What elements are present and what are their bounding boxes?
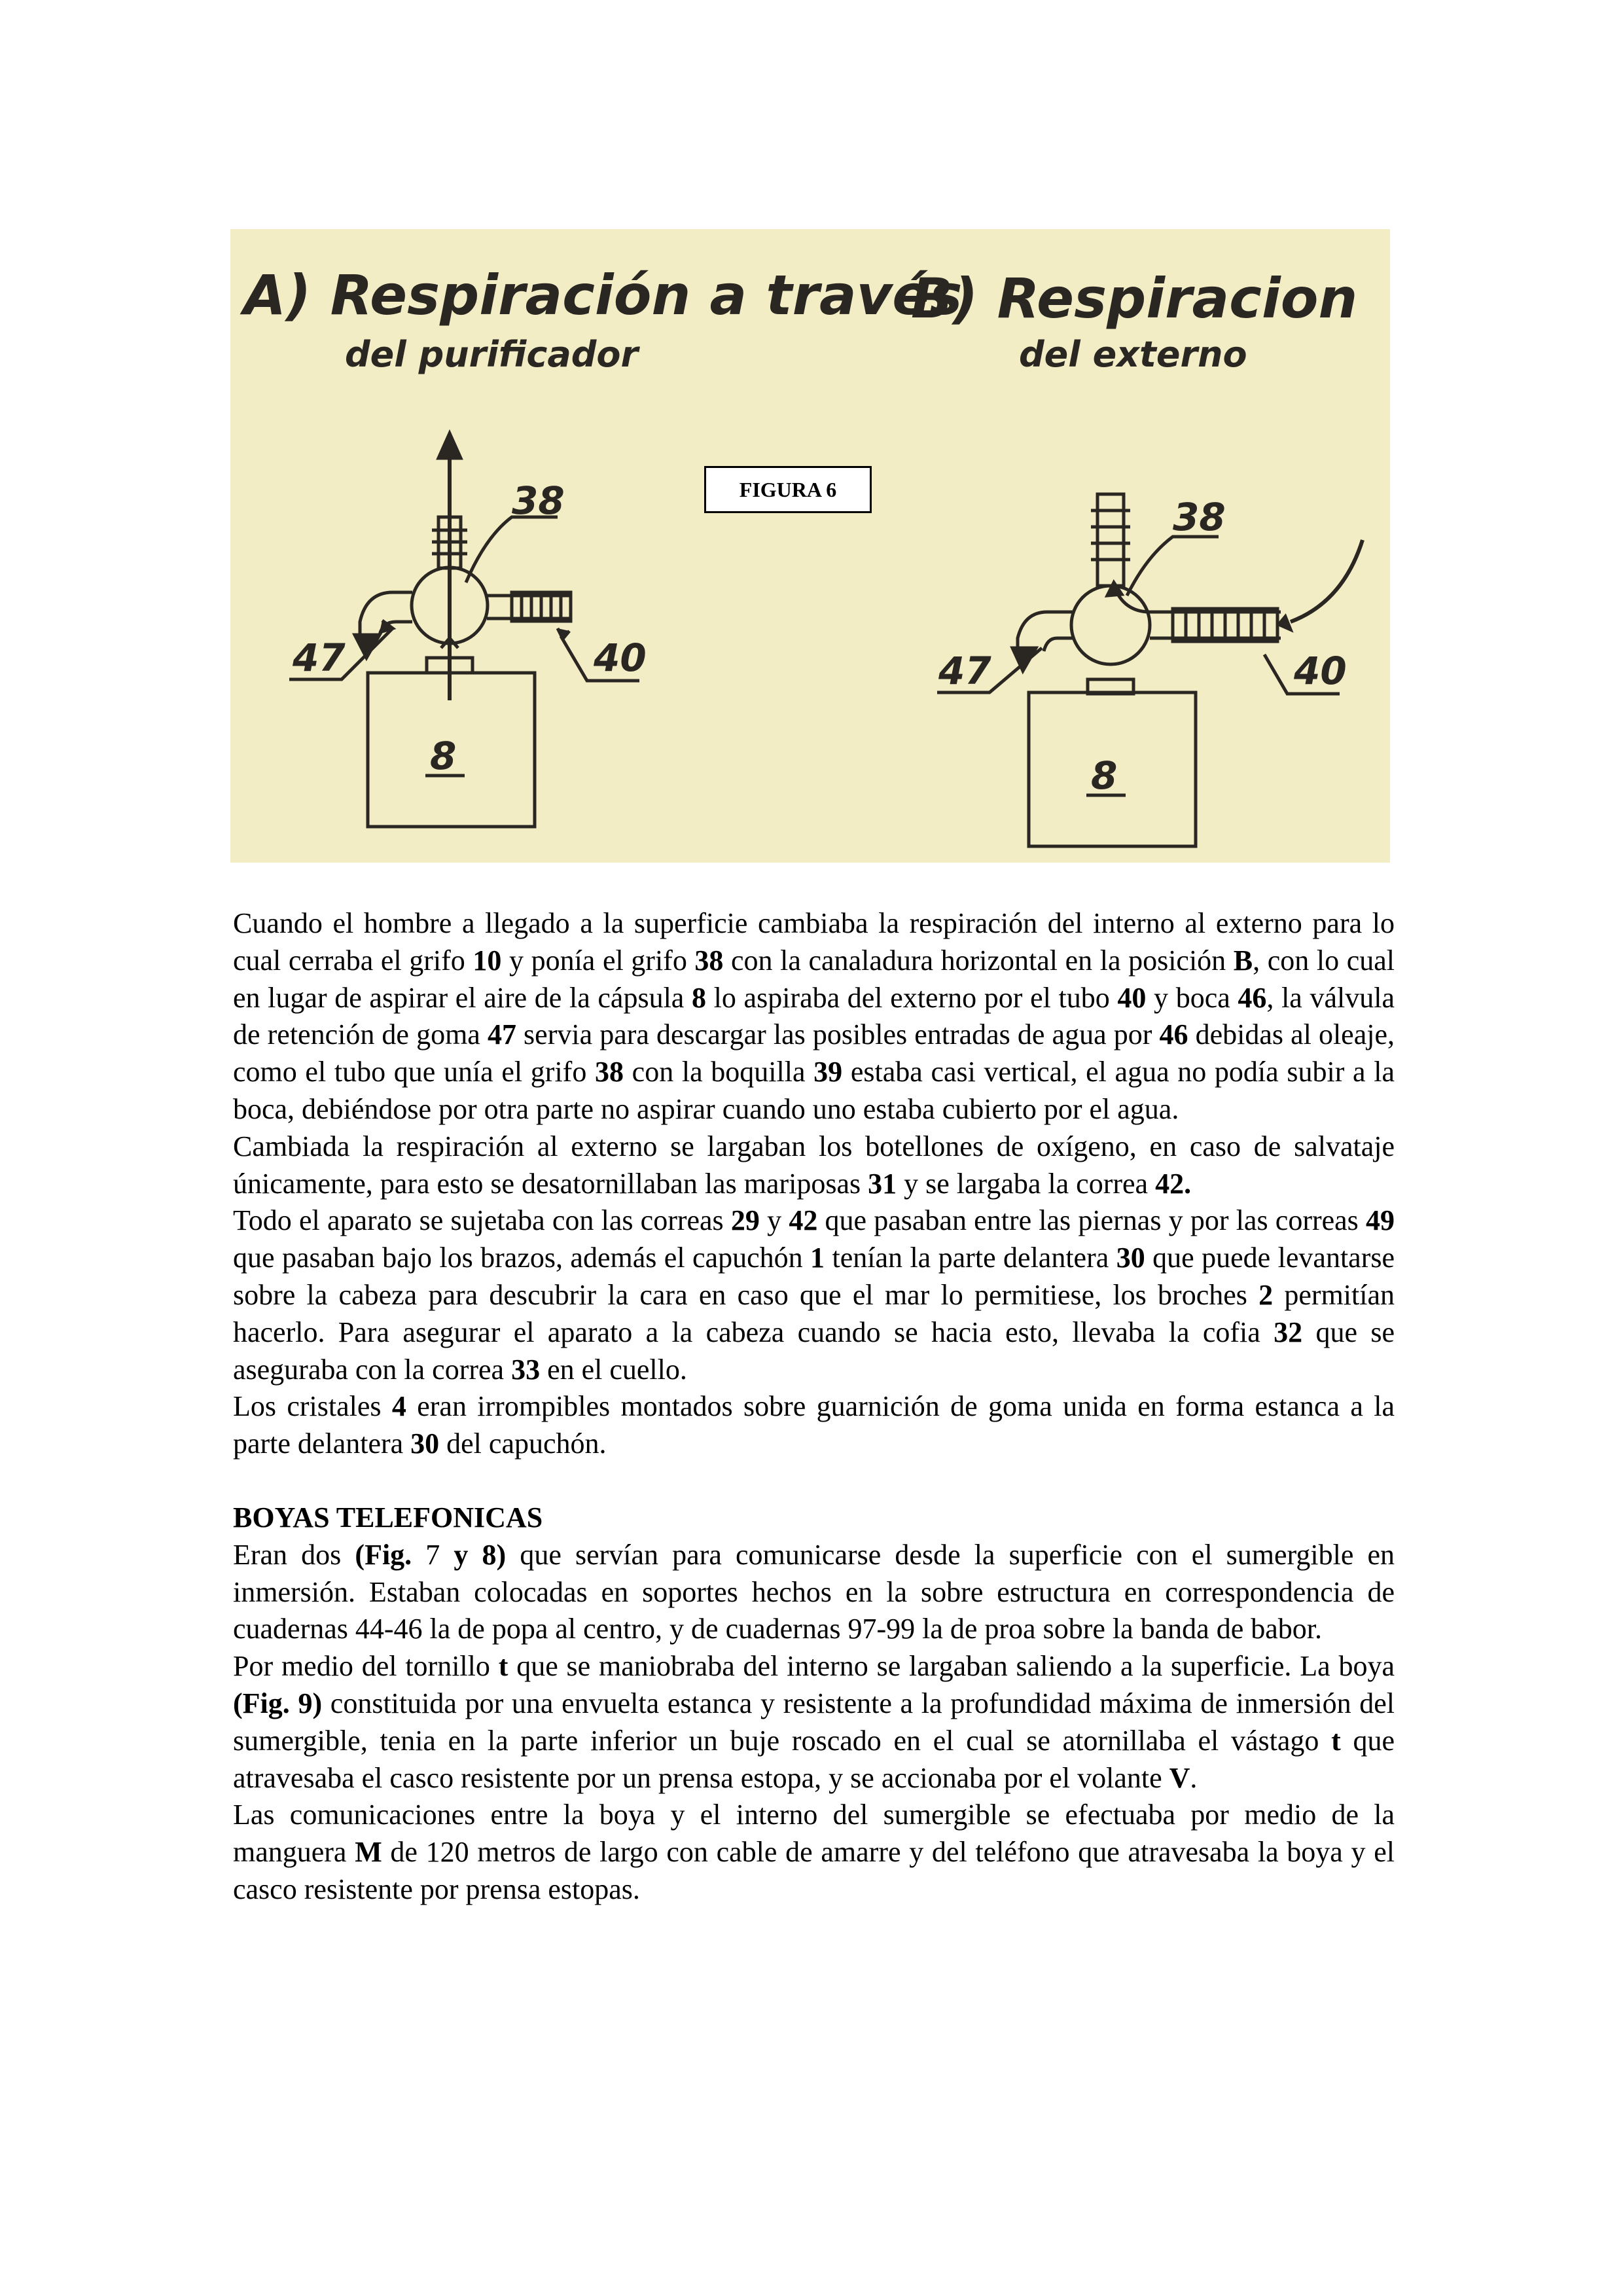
text-run: estaba casi vertical, el agua no podía subir a la boca, debiéndose por otra parte no aspirar cuando uno estaba cubierto por el agua. [233,1056,1395,1125]
bold-reference: 4 [391,1390,406,1423]
panel-a-title-line2: del purificador [345,334,639,375]
bold-reference: 38 [595,1056,624,1088]
label-47-b: 47 [938,649,991,693]
text-run: que servían para comunicarse desde la superficie con el sumergible en inmersión. Estaban colocadas en soportes hechos en la sobre estructura en correspondencia de cuadernas 44-46 la de popa al centro, y de cuadernas 97-99 la de proa sobre la banda de babor. [233,1538,1395,1645]
text-run: Los cristales [233,1390,392,1423]
bold-reference: 46 [1238,981,1267,1014]
text-run: en el cuello. [540,1353,687,1386]
bold-reference: M [355,1836,382,1869]
label-47-a: 47 [293,636,346,680]
text-run: , con lo cual en lugar de aspirar el aire de la cápsula [233,944,1395,1014]
text-run: y [759,1204,789,1237]
text-run: Las comunicaciones entre la boya y el interno del sumergible se efectuaba por medio de la manguera [233,1799,1395,1869]
text-run: Todo el aparato se sujetaba con las correas [233,1204,731,1237]
text-run: eran irrompibles montados sobre guarnición de goma unida en forma estanca a la parte delantera [233,1390,1395,1460]
check-valve-47-b [1012,648,1036,671]
leader-38-a [466,517,558,583]
bold-reference: 47 [487,1018,516,1051]
figure-6-illustration [230,229,1390,863]
bold-reference: B [1233,944,1253,977]
section-paragraph-group [233,1537,1395,1909]
text-run: que pasaban bajo los brazos, además el capuchón [233,1242,811,1274]
section-paragraph [233,1797,1395,1908]
text-run: que puede levantarse sobre la cabeza para descubrir la cara en caso que el mar lo permitiese, los broches [233,1242,1395,1311]
bold-reference: 49 [1366,1204,1395,1237]
bold-reference: y [454,1538,469,1571]
text-run: de 120 metros de largo con cable de amarre y del teléfono que atravesaba la boya y el casco resistente por prensa estopas. [233,1836,1395,1905]
text-run: del capuchón. [439,1427,607,1460]
bold-reference: 39 [813,1056,843,1088]
label-40-a: 40 [594,636,647,680]
bold-reference: 2 [1258,1278,1274,1311]
text-run: con la boquilla [624,1056,814,1088]
leader-38-b [1127,537,1219,596]
bold-reference: 30 [410,1427,440,1460]
text-run: Eran dos [233,1538,355,1571]
bold-reference: 8) [482,1538,507,1571]
section-paragraph [233,1537,1395,1648]
text-run: permitían hacerlo. Para asegurar el aparato a la cabeza cuando se hacia esto, llevaba la cofia [233,1278,1395,1348]
bold-reference: V [1169,1761,1190,1794]
label-40-b: 40 [1294,649,1347,693]
text-run: . [1190,1761,1198,1794]
text-run: constituida por una envuelta estanca y resistente a la profundidad máxima de inmersión del sumergible, tenia en la parte inferior un buje roscado en el cual se atornillaba el vástago [233,1687,1395,1757]
bold-reference: 32 [1274,1316,1303,1348]
breathing-diagram [230,229,1390,863]
text-run: Cambiada la respiración al externo se largaban los botellones de oxígeno, en caso de salvataje únicamente, para esto se desatornillaban las mariposas [233,1130,1395,1200]
text-run: que se maniobraba del interno se largaban saliendo a la superficie. La boya [508,1650,1395,1683]
bold-reference: 1 [810,1242,825,1274]
text-run: y se largaba la correa [897,1167,1156,1200]
text-run: y boca [1146,981,1238,1014]
text-run: debidas al oleaje, como el tubo que unía el grifo [233,1018,1395,1088]
bold-reference: 42 [789,1204,818,1237]
text-run: que pasaban entre las piernas y por las correas [817,1204,1366,1237]
label-38-a: 38 [512,478,565,523]
text-run: y ponía el grifo [501,944,695,977]
text-run: tenían la parte delantera [825,1242,1116,1274]
bold-reference: (Fig. [355,1538,412,1571]
text-run: con la canaladura horizontal en la posición [723,944,1234,977]
bold-reference: (Fig. 9) [233,1687,323,1719]
body-paragraph [233,1128,1395,1203]
bold-reference: t [498,1650,508,1683]
bold-reference: 29 [730,1204,760,1237]
text-run: servia para descargar las posibles entradas de agua por [516,1018,1160,1051]
text-run: que atravesaba el casco resistente por un prensa estopa, y se accionaba por el volante [233,1724,1395,1794]
panel-b-title-line2: del externo [1019,334,1247,375]
paragraph-group [233,905,1395,1463]
bold-reference: 38 [694,944,724,977]
bold-reference: 46 [1159,1018,1188,1051]
body-text [233,905,1395,1909]
panel-b-title-line1: B) Respiracion [911,266,1358,331]
figure-caption-box: FIGURA 6 [704,466,872,513]
bold-reference: 8 [692,981,706,1014]
text-run: Cuando el hombre a llegado a la superficie cambiaba la respiración del interno al externo para lo cual cerraba el grifo [233,907,1395,977]
label-8-a: 8 [430,734,457,778]
panel-a-apparatus [289,433,639,827]
valve-sphere-b [1071,586,1150,664]
label-8-b: 8 [1091,753,1118,798]
text-run [468,1539,482,1571]
text-run: Por medio del tornillo [233,1650,499,1683]
bold-reference: 40 [1117,981,1147,1014]
bold-reference: t [1331,1724,1341,1757]
text-run: , la válvula de retención de goma [233,981,1395,1051]
text-run: lo aspiraba del externo por el tubo [706,981,1118,1014]
bold-reference: 33 [511,1353,541,1386]
bold-reference: 42. [1155,1167,1192,1200]
bold-reference: 31 [868,1167,897,1200]
body-paragraph [233,905,1395,1128]
label-38-b: 38 [1173,495,1226,539]
section-heading: BOYAS TELEFONICAS [233,1501,543,1534]
section-paragraph [233,1648,1395,1797]
body-paragraph [233,1202,1395,1388]
bold-reference: 10 [473,944,502,977]
text-run: que se aseguraba con la correa [233,1316,1395,1386]
text-run: 7 [412,1538,454,1571]
body-paragraph [233,1388,1395,1463]
bold-reference: 30 [1116,1242,1145,1274]
panel-a-title-line1: A) Respiración a través [243,263,963,327]
panel-a-callouts [292,478,647,778]
